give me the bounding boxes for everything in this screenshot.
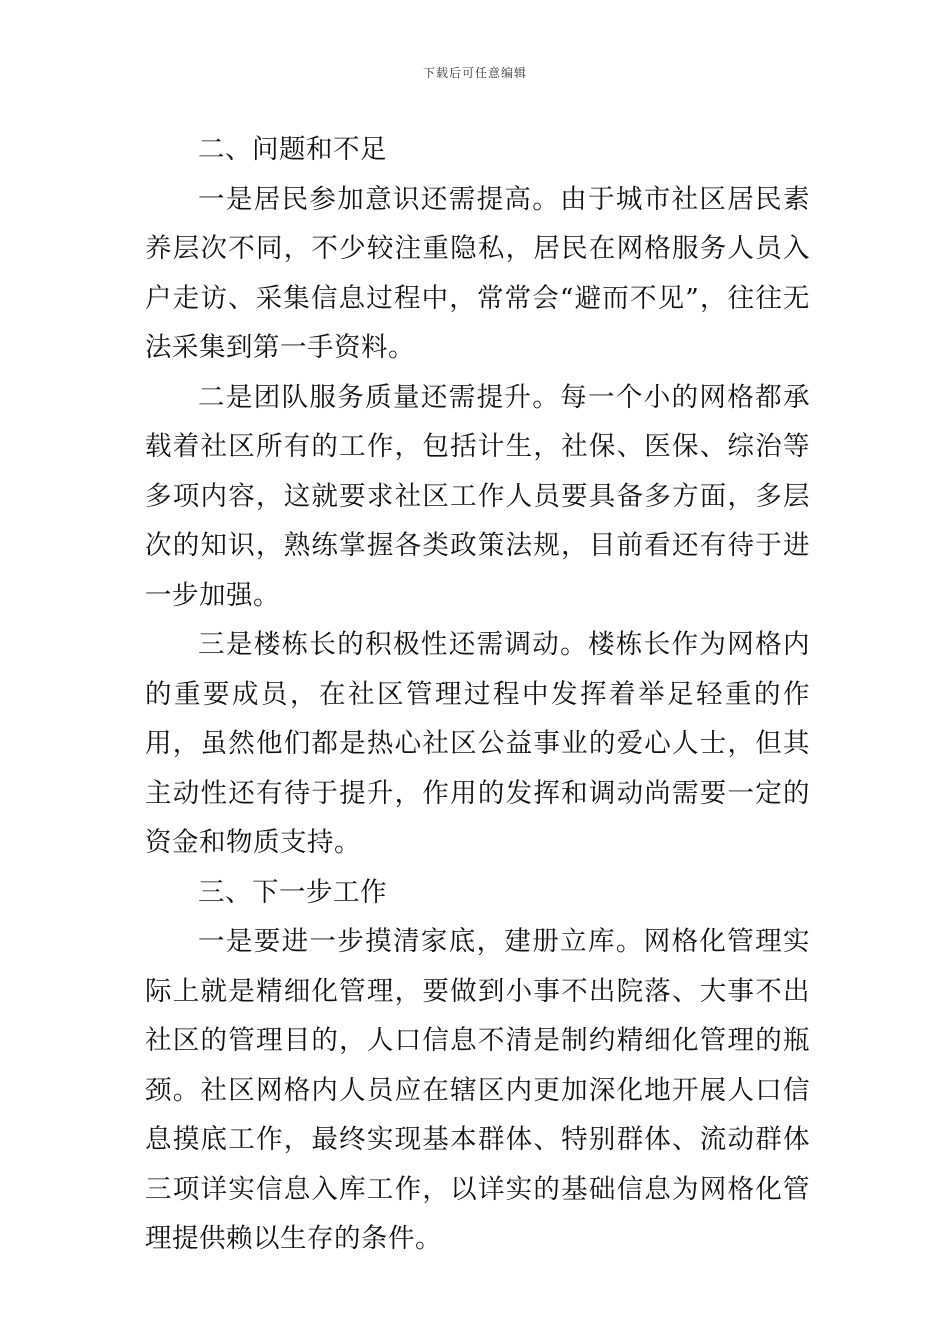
section-heading-problems: 二、问题和不足 (198, 134, 387, 165)
section-heading-next-steps: 三、下一步工作 (198, 876, 387, 908)
header-note: 下载后可任意编辑 (422, 66, 527, 80)
paragraph-population-info: 一是要进一步摸清家底，建册立库。网格化管理实际上就是精细化管理，要做到小事不出院落、大事不出社区的管理目的，人口信息不清是制约精细化管理的瓶颈。社区网格内人员应在辖区内更加深化地开展人口信息摸底工作，最终实现基本群体、特别群体、流动群体三项详实信息入库工作，以详实的基础信息为网格化管理提供赖以生存的条件。 (145, 926, 810, 1254)
paragraph-team-service-quality: 二是团队服务质量还需提升。每一个小的网格都承载着社区所有的工作，包括计生，社保、医保、综治等多项内容，这就要求社区工作人员要具备多方面，多层次的知识，熟练掌握各类政策法规，目前看还有待于进一步加强。 (145, 381, 810, 611)
paragraph-building-leaders: 三是楼栋长的积极性还需调动。楼栋长作为网格内的重要成员，在社区管理过程中发挥着举足轻重的作用，虽然他们都是热心社区公益事业的爱心人士，但其主动性还有待于提升，作用的发挥和调动尚需要一定的资金和物质支持。 (145, 629, 810, 858)
paragraph-resident-awareness: 一是居民参加意识还需提高。由于城市社区居民素养层次不同，不少较注重隐私，居民在网格服务人员入户走访、采集信息过程中，常常会“避而不见”，往往无法采集到第一手资料。 (145, 183, 810, 363)
document-body (145, 125, 810, 1264)
